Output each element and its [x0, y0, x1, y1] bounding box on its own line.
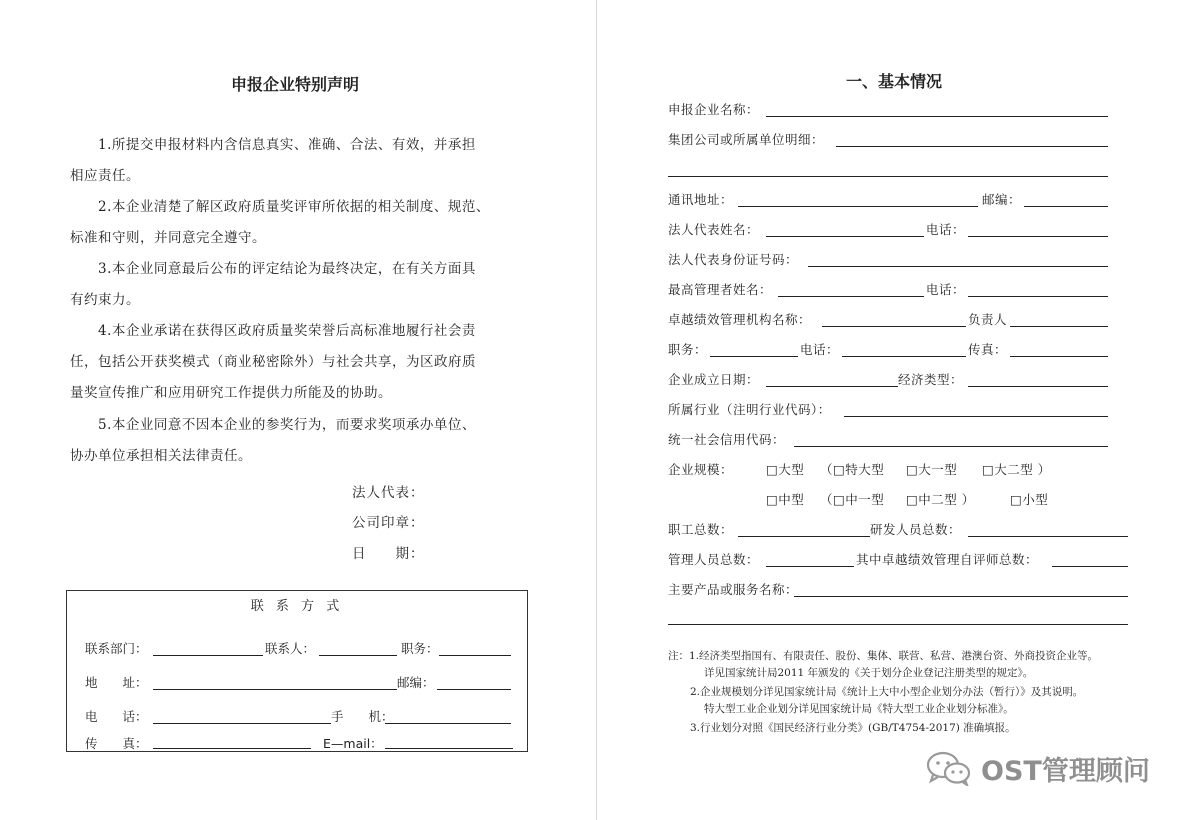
wechat-icon: [925, 750, 973, 786]
scale-large-1-checkbox[interactable]: □大一型: [906, 462, 958, 477]
managers-label: 管理人员总数：: [668, 552, 760, 567]
position-field[interactable]: [710, 356, 798, 357]
products-label: 主要产品或服务名称：: [668, 582, 799, 597]
contact-email-label: E—mail：: [323, 736, 383, 751]
postcode-field[interactable]: [1024, 206, 1108, 207]
phone3-label: 电话：: [800, 342, 840, 357]
contact-position-label: 职务：: [401, 641, 439, 656]
note-2-detail: 特大型工业企业划分详见国家统计局《特大型工业企业划分标准》。: [704, 703, 1014, 715]
scale-medium-1-checkbox[interactable]: （□中一型: [820, 492, 885, 507]
rd-staff-field[interactable]: [968, 536, 1128, 537]
established-label: 企业成立日期：: [668, 372, 760, 387]
contact-box: [66, 590, 528, 752]
contact-dept-field[interactable]: [153, 655, 263, 656]
signature-date: 日 期：: [352, 546, 425, 562]
assessors-field[interactable]: [1052, 566, 1128, 567]
legal-rep-name-field[interactable]: [766, 236, 924, 237]
established-field[interactable]: [766, 386, 898, 387]
contact-fax-field[interactable]: [153, 748, 311, 749]
contact-email-field[interactable]: [385, 748, 513, 749]
contact-fax-label: 传 真：: [85, 736, 148, 751]
top-manager-label: 最高管理者姓名：: [668, 282, 773, 297]
managers-field[interactable]: [766, 566, 854, 567]
contact-phone-label: 电 话：: [85, 709, 148, 724]
industry-label: 所属行业（注明行业代码）：: [668, 402, 831, 417]
address-label: 通讯地址：: [668, 192, 734, 207]
fax-field[interactable]: [1010, 356, 1108, 357]
note-2: 2.企业规模划分详见国家统计局《统计上大中小型企业划分办法（暂行）》及其说明。: [690, 686, 1084, 698]
phone2-label: 电话：: [926, 282, 966, 297]
legal-rep-name-label: 法人代表姓名：: [668, 222, 760, 237]
contact-position-field[interactable]: [439, 655, 511, 656]
note-1-detail: 详见国家统计局2011 年颁发的《关于划分企业登记注册类型的规定》。: [704, 667, 1034, 679]
legal-rep-signature: 法人代表：: [352, 485, 425, 501]
contact-title: 联 系 方 式: [250, 599, 344, 614]
contact-mobile-field[interactable]: [385, 723, 511, 724]
econ-type-label: 经济类型：: [898, 372, 964, 387]
contact-person-label: 联系人：: [265, 641, 316, 656]
scale-small-checkbox[interactable]: □小型: [1010, 492, 1049, 507]
employees-label: 职工总数：: [668, 522, 734, 537]
basic-info-title: 一、基本情况: [846, 72, 943, 91]
group-company-field-2[interactable]: [668, 176, 1108, 177]
contact-mobile-label: 手 机：: [331, 709, 394, 724]
phone1-label: 电话：: [926, 222, 966, 237]
contact-person-field[interactable]: [319, 655, 397, 656]
products-field[interactable]: [794, 596, 1128, 597]
group-company-field[interactable]: [836, 146, 1108, 147]
contact-dept-label: 联系部门：: [85, 641, 148, 656]
products-field-2[interactable]: [668, 624, 1128, 625]
rd-staff-label: 研发人员总数：: [870, 522, 962, 537]
industry-field[interactable]: [844, 416, 1108, 417]
scale-extra-large-checkbox[interactable]: （□特大型: [820, 462, 885, 477]
company-name-label: 申报企业名称：: [668, 102, 760, 117]
basic-info-page: [598, 0, 1194, 820]
excellence-org-field[interactable]: [822, 326, 966, 327]
declaration-title: 申报企业特别声明: [231, 75, 360, 94]
scale-large-2-checkbox[interactable]: □大二型 ）: [982, 462, 1051, 477]
declaration-item-1: 1.所提交申报材料内含信息真实、准确、合法、有效，并承担 相应责任。: [70, 137, 476, 184]
credit-code-label: 统一社会信用代码：: [668, 432, 786, 447]
contact-address-field[interactable]: [153, 689, 397, 690]
position-label: 职务：: [668, 342, 708, 357]
declaration-item-4: 4.本企业承诺在获得区政府质量奖荣誉后高标准地履行社会责 任，包括公开获奖模式（商业秘密除外）与社会共享，为区政府质 量奖宣传推广和应用研究工作提供力所能及的协助。: [70, 323, 476, 401]
econ-type-field[interactable]: [968, 386, 1108, 387]
declaration-page: [0, 0, 596, 820]
watermark-text: OST管理顾问: [981, 755, 1150, 787]
responsible-label: 负责人: [968, 312, 1008, 327]
responsible-field[interactable]: [1010, 326, 1108, 327]
assessors-label: 其中卓越绩效管理自评师总数：: [856, 552, 1039, 567]
legal-rep-id-field[interactable]: [808, 266, 1108, 267]
declaration-item-2: 2.本企业清楚了解区政府质量奖评审所依据的相关制度、规范、 标准和守则，并同意完全遵守。: [70, 199, 490, 246]
company-name-field[interactable]: [766, 116, 1108, 117]
company-seal: 公司印章：: [352, 515, 425, 531]
fax-label: 传真：: [968, 342, 1008, 357]
declaration-item-3: 3.本企业同意最后公布的评定结论为最终决定，在有关方面具 有约束力。: [70, 261, 476, 308]
excellence-org-label: 卓越绩效管理机构名称：: [668, 312, 812, 327]
scale-large-checkbox[interactable]: □大型: [766, 462, 805, 477]
employees-field[interactable]: [738, 536, 870, 537]
group-company-label: 集团公司或所属单位明细：: [668, 132, 825, 147]
address-field[interactable]: [738, 206, 978, 207]
contact-postcode-label: 邮编：: [397, 675, 435, 690]
scale-label: 企业规模：: [668, 462, 734, 477]
phone1-field[interactable]: [968, 236, 1108, 237]
scale-medium-checkbox[interactable]: □中型: [766, 492, 805, 507]
phone2-field[interactable]: [968, 296, 1108, 297]
note-1: 注：1.经济类型指国有、有限责任、股份、集体、联营、私营、港澳台资、外商投资企业等。: [668, 650, 1099, 662]
contact-postcode-field[interactable]: [437, 689, 511, 690]
contact-phone-field[interactable]: [153, 723, 331, 724]
postcode-label: 邮编：: [982, 192, 1022, 207]
contact-address-label: 地 址：: [85, 675, 148, 690]
note-3: 3.行业划分对照《国民经济行业分类》(GB/T4754-2017) 准确填报。: [690, 722, 1016, 734]
declaration-item-5: 5.本企业同意不因本企业的参奖行为，而要求奖项承办单位、 协办单位承担相关法律责任。: [70, 417, 476, 464]
top-manager-field[interactable]: [778, 296, 924, 297]
page-divider: [596, 0, 597, 820]
scale-medium-2-checkbox[interactable]: □中二型 ）: [906, 492, 975, 507]
credit-code-field[interactable]: [794, 446, 1108, 447]
watermark: [925, 748, 1150, 788]
phone3-field[interactable]: [842, 356, 966, 357]
legal-rep-id-label: 法人代表身份证号码：: [668, 252, 799, 267]
